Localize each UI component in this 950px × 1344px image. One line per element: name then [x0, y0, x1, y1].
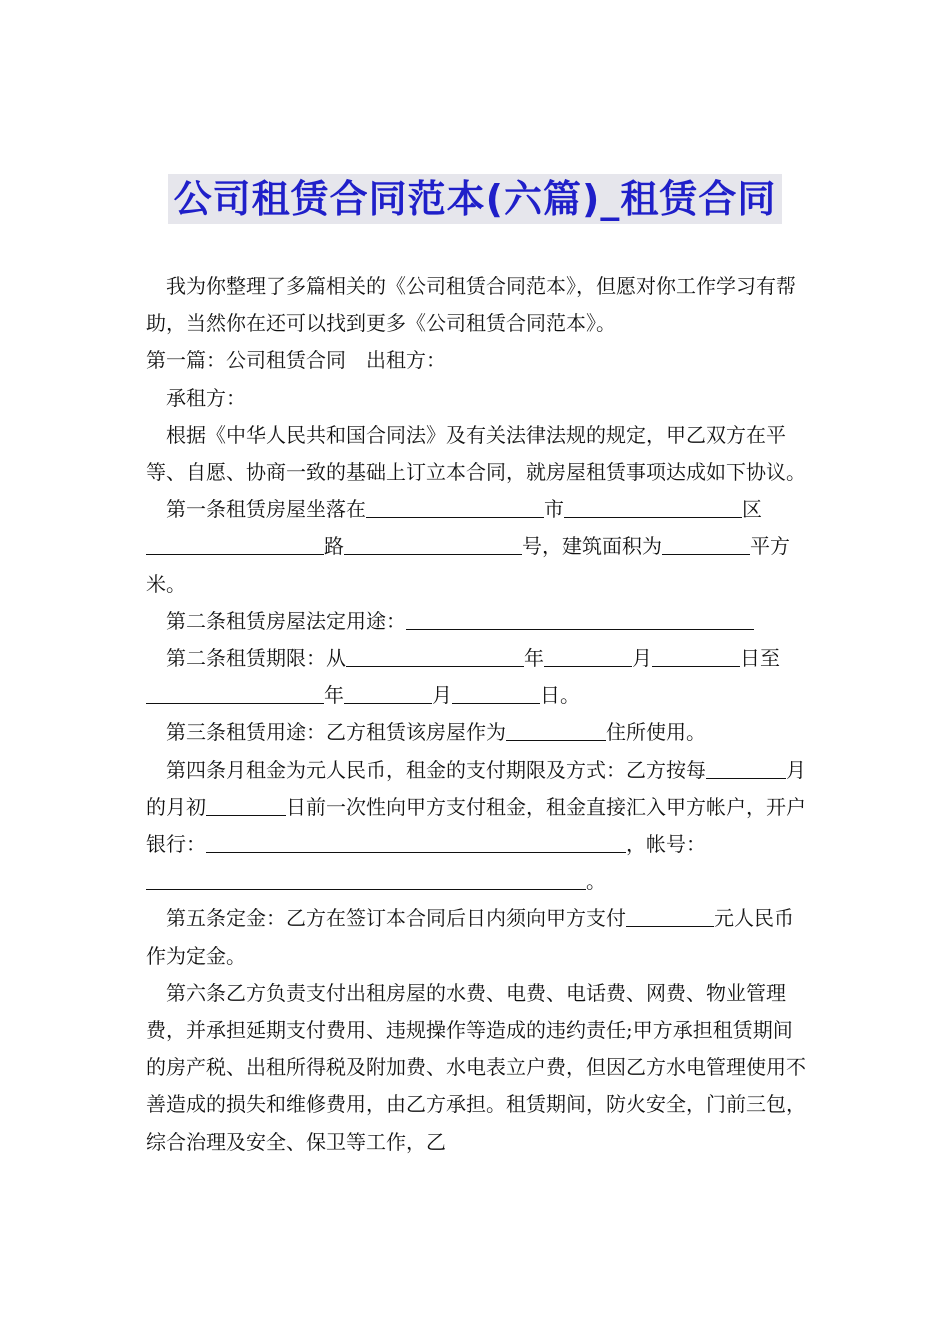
article-1-text-5: 号，建筑面积为: [522, 534, 662, 559]
article-5-text-2: 元人民币作为定金。: [146, 906, 794, 968]
blank-district: [564, 493, 742, 518]
article-4-text-5: 。: [586, 869, 606, 894]
article-2-term-text-7: 日。: [540, 683, 580, 708]
article-4-text-1: 第四条月租金为元人民币，租金的支付期限及方式：乙方按每: [166, 757, 706, 782]
article-6: 第六条乙方负责支付出租房屋的水费、电费、电话费、网费、物业管理费，并承担延期支付费用、违规操作等造成的违约责任;甲方承担租赁期间的房产税、出租所得税及附加费、水电表立户费，但因乙方水电管理使用不善造成的损失和维修费用，由乙方承担。租赁期间，防火安全，门前三包，综合治理及安全、保卫等工作，乙: [146, 980, 806, 1154]
intro-paragraph: 我为你整理了多篇相关的《公司租赁合同范本》，但愿对你工作学习有帮助，当然你在还可以找到更多《公司租赁合同范本》。: [146, 274, 796, 336]
article-2: [146, 603, 808, 640]
article-3-text-1: 第三条租赁用途：乙方租赁该房屋作为: [166, 720, 506, 745]
blank-legal-use: [406, 605, 754, 630]
article-5-text-1: 第五条定金：乙方在签订本合同后日内须向甲方支付: [166, 906, 626, 931]
article-4-text-4: ，帐号：: [626, 832, 706, 857]
article-4-text-2: 月的月初: [146, 757, 806, 819]
blank-start-day: [652, 642, 740, 667]
chapter-heading: 第一篇：公司租赁合同 出租方：: [146, 348, 446, 373]
article-5: [146, 900, 808, 974]
lessee-line: 承租方：: [166, 385, 246, 410]
document-body: [146, 268, 808, 1161]
article-1: [146, 491, 808, 603]
article-2-term-text-4: 日至: [740, 646, 780, 671]
blank-area: [662, 530, 750, 555]
article-2-text-1: 第二条租赁房屋法定用途：: [166, 608, 406, 633]
article-2-term: [146, 640, 808, 714]
article-1-text-2: 市: [544, 497, 564, 522]
blank-account: [146, 865, 586, 890]
blank-end-day: [452, 679, 540, 704]
blank-usage: [506, 716, 606, 741]
blank-end-year: [146, 679, 324, 704]
article-2-term-text-6: 月: [432, 683, 452, 708]
document-title-wrap: [0, 174, 950, 232]
article-2-term-text-5: 年: [324, 683, 344, 708]
article-2-term-text-2: 年: [524, 646, 544, 671]
blank-start-month: [544, 642, 632, 667]
article-4: [146, 752, 808, 901]
basis-paragraph: 根据《中华人民共和国合同法》及有关法律法规的规定，甲乙双方在平等、自愿、协商一致的基础上订立本合同，就房屋租赁事项达成如下协议。: [146, 422, 806, 485]
article-1-text-6: 平方米。: [146, 534, 790, 596]
article-1-text-1: 第一条租赁房屋坐落在: [166, 497, 366, 522]
blank-road: [146, 530, 324, 555]
article-1-text-4: 路: [324, 534, 344, 559]
article-2-term-text-1: 第二条租赁期限：从: [166, 646, 346, 671]
blank-bank: [206, 828, 626, 853]
article-1-text-3: 区: [742, 497, 762, 522]
blank-deposit: [626, 902, 714, 927]
blank-city: [366, 493, 544, 518]
article-3-text-2: 住所使用。: [606, 720, 706, 745]
blank-end-month: [344, 679, 432, 704]
blank-pay-day: [206, 791, 286, 816]
blank-start-year: [346, 642, 524, 667]
article-4-text-3: 日前一次性向甲方支付租金，租金直接汇入甲方帐户，开户银行：: [146, 794, 806, 857]
document-title: 公司租赁合同范本(六篇)_租赁合同: [168, 174, 783, 224]
blank-period: [706, 754, 786, 779]
blank-number: [344, 530, 522, 555]
article-2-term-text-3: 月: [632, 646, 652, 671]
article-3: [146, 714, 808, 751]
